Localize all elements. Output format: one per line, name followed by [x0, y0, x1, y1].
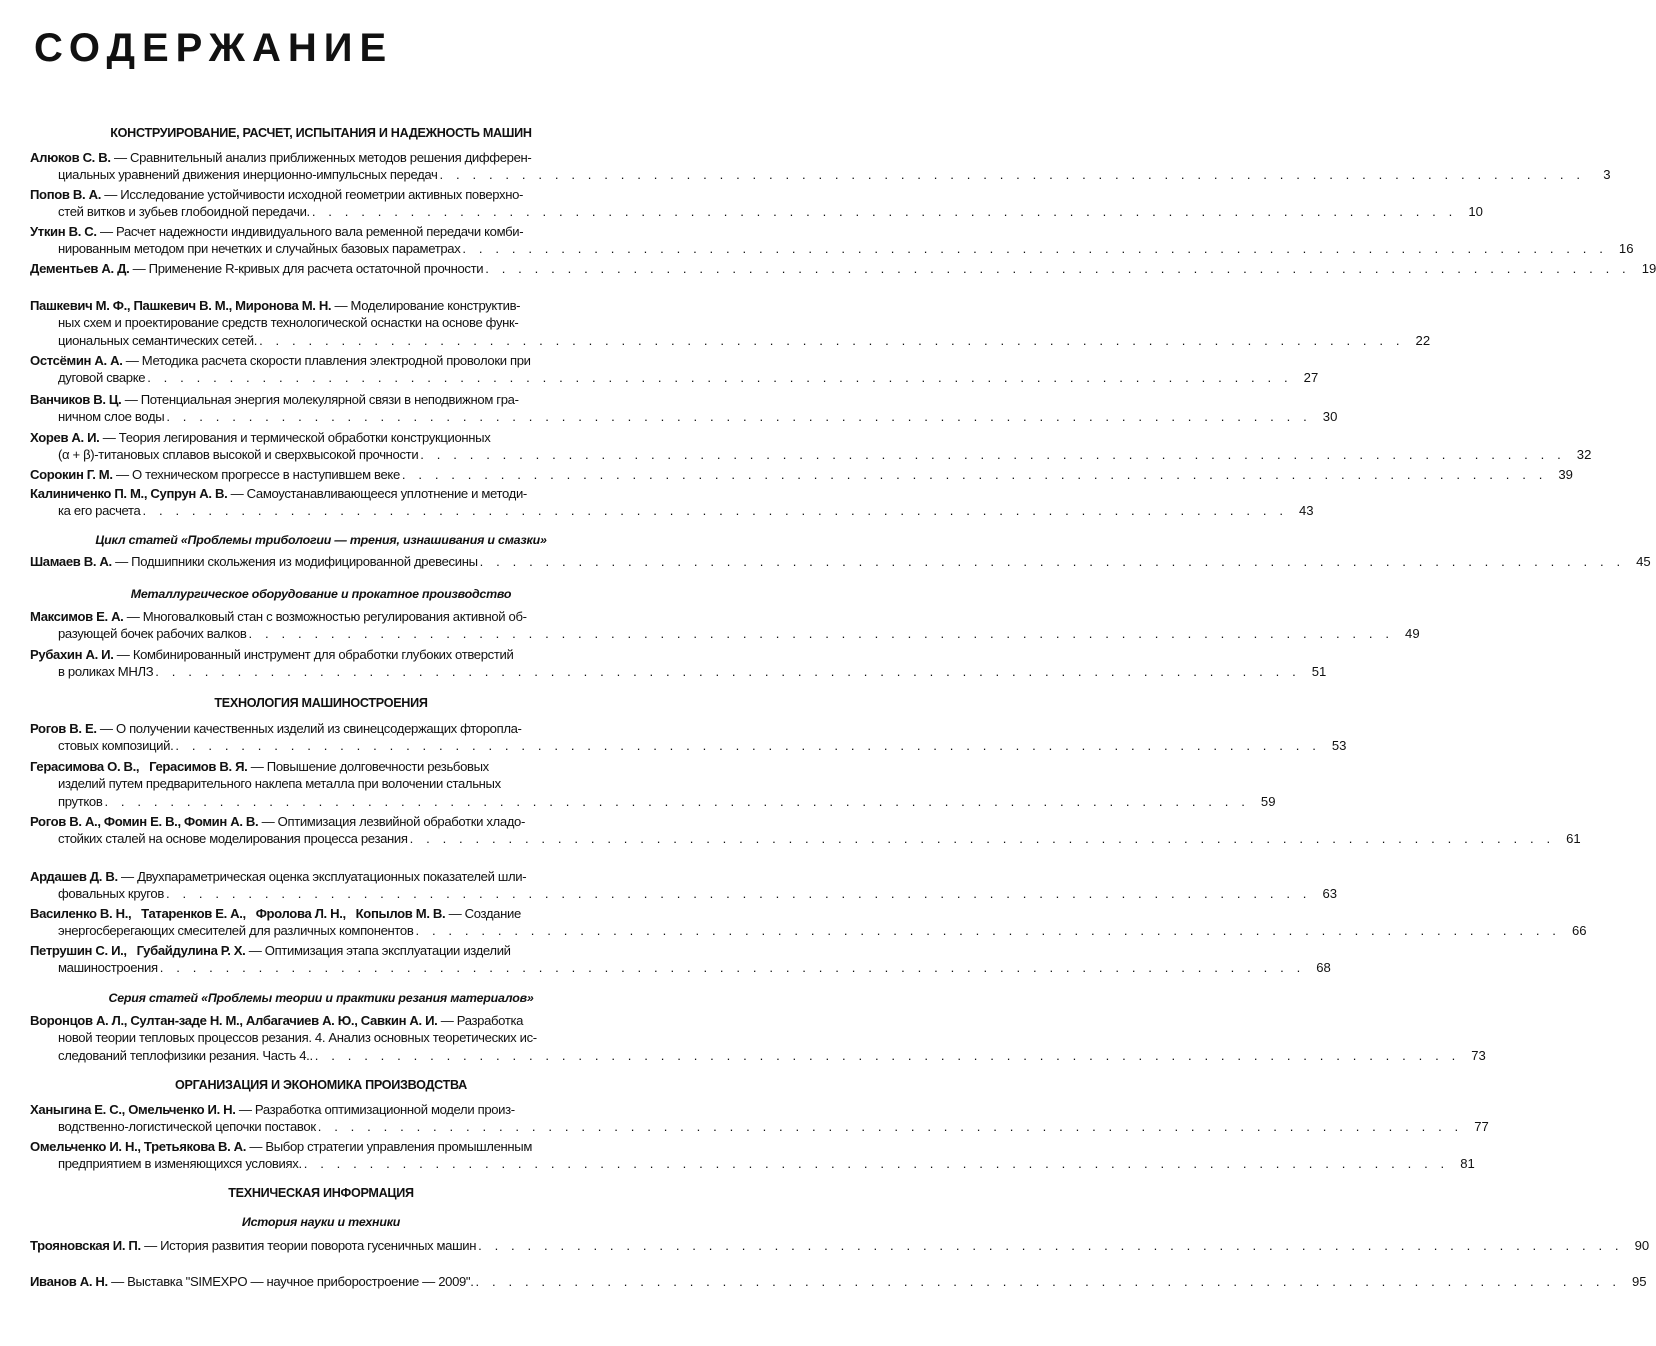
- entry-authors: Петрушин С. И., Губайдулина Р. Х.: [30, 943, 246, 958]
- entry-title-text: фовальных кругов: [58, 886, 164, 902]
- toc-entry-line: [30, 1155, 1475, 1172]
- entry-title-text: — Теория легирования и термической обработки конструкционных: [99, 430, 491, 445]
- toc-entry[interactable]: [30, 1012, 1486, 1064]
- entry-title-text: предприятием в изменяющихся условиях.: [58, 1156, 302, 1172]
- entry-authors: Сорокин Г. М.: [30, 467, 113, 482]
- entry-title-text: — Самоустанавливающееся уплотнение и методи-: [227, 486, 527, 501]
- toc-entry-line: [30, 758, 612, 775]
- toc-entry-line: [30, 775, 612, 792]
- toc-entry[interactable]: [30, 868, 1338, 903]
- toc-entry-line: [30, 1029, 612, 1046]
- toc-entry-line: [30, 260, 1656, 277]
- toc-entry[interactable]: [30, 1273, 1647, 1290]
- toc-entry-line: [30, 203, 1483, 220]
- subsection-heading: Цикл статей «Проблемы трибологии — трения, изнашивания и смазки»: [95, 533, 547, 547]
- section-heading: КОНСТРУИРОВАНИЕ, РАСЧЕТ, ИСПЫТАНИЯ И НАДЕЖНОСТЬ МАШИН: [110, 126, 532, 140]
- entry-title-text: машиностроения: [58, 960, 158, 976]
- dot-leader: . . . . . . . . . . . . . . . . . . . . . . . . . . . . . . . . . . . . . . . . . . . . . . . . . . . . . . . . . . . . . . . . . . . . . .: [165, 886, 1312, 902]
- toc-entry-line: [30, 1012, 612, 1029]
- toc-entry[interactable]: [30, 297, 1431, 349]
- toc-entry[interactable]: [30, 260, 1656, 277]
- toc-entry-line: [30, 1118, 1489, 1135]
- toc-entry-line: [30, 314, 612, 331]
- dot-leader: . . . . . . . . . . . . . . . . . . . . . . . . . . . . . . . . . . . . . . . . . . . . . . . . . . . . . . . . . . . . . . . . . . . . . .: [420, 447, 1566, 463]
- dot-leader: . . . . . . . . . . . . . . . . . . . . . . . . . . . . . . . . . . . . . . . . . . . . . . . . . . . . . . . . . . . . . . . . . . . . . .: [475, 1274, 1621, 1289]
- toc-entry-line: [30, 1138, 612, 1155]
- dot-leader: . . . . . . . . . . . . . . . . . . . . . . . . . . . . . . . . . . . . . . . . . . . . . . . . . . . . . . . . . . . . . . . . . . . . . .: [147, 370, 1293, 386]
- dot-leader: . . . . . . . . . . . . . . . . . . . . . . . . . . . . . . . . . . . . . . . . . . . . . . . . . . . . . . . . . . . . . . . . . . . . . .: [401, 467, 1547, 482]
- page-number: 95: [1632, 1274, 1647, 1289]
- entry-title-text: — Исследование устойчивости исходной геометрии активных поверхно-: [100, 187, 524, 202]
- toc-entry[interactable]: [30, 466, 1573, 483]
- entry-title-text: — О техническом прогрессе в наступившем веке: [112, 467, 400, 482]
- page-number: 16: [1618, 241, 1634, 257]
- toc-entry-line: [30, 391, 612, 408]
- entry-title-text: водственно-логистической цепочки поставок: [58, 1119, 316, 1135]
- entry-authors: Пашкевич М. Ф., Пашкевич В. М., Миронова М. Н.: [30, 298, 332, 313]
- entry-title-text: циальных уравнений движения инерционно-импульсных передач: [58, 167, 438, 183]
- dot-leader: . . . . . . . . . . . . . . . . . . . . . . . . . . . . . . . . . . . . . . . . . . . . . . . . . . . . . . . . . . . . . . . . . . . . . .: [439, 167, 1585, 183]
- toc-entry-line: [30, 942, 612, 959]
- dot-leader: . . . . . . . . . . . . . . . . . . . . . . . . . . . . . . . . . . . . . . . . . . . . . . . . . . . . . . . . . . . . . . . . . . . . . .: [415, 923, 1561, 939]
- entry-title-text: — Применение R-кривых для расчета остаточной прочности: [129, 261, 484, 276]
- page-number: 22: [1415, 332, 1431, 348]
- subsection-heading: Металлургическое оборудование и прокатное производство: [130, 587, 512, 601]
- entry-title-text: в роликах МНЛЗ: [58, 664, 154, 680]
- page-number: 73: [1471, 1047, 1486, 1063]
- toc-entry-line: [30, 885, 1338, 902]
- toc-entry-line: [30, 1047, 1486, 1064]
- toc-entry-line: [30, 720, 612, 737]
- entry-title-text: следований теплофизики резания. Часть 4..: [58, 1047, 313, 1063]
- toc-entry[interactable]: [30, 223, 1634, 258]
- entry-title-text: — Оптимизация этапа эксплуатации изделий: [245, 943, 511, 958]
- toc-entry[interactable]: [30, 485, 1314, 520]
- entry-title-text: — Многовалковый стан с возможностью регулирования активной об-: [123, 609, 527, 624]
- entry-title-text: — Выбор стратегии управления промышленным: [246, 1139, 532, 1154]
- entry-authors: Шамаев В. А.: [30, 554, 112, 569]
- entry-title-text: — О получении качественных изделий из свинецсодержащих фторопла-: [96, 721, 522, 736]
- toc-entry-line: [30, 186, 612, 203]
- entry-authors: Ванчиков В. Ц.: [30, 392, 122, 407]
- entry-authors: Воронцов А. Л., Султан-заде Н. М., Албагачиев А. Ю., Савкин А. И.: [30, 1013, 438, 1028]
- toc-entry-line: [30, 408, 1338, 425]
- entry-authors: Иванов А. Н.: [30, 1274, 108, 1289]
- toc-entry[interactable]: [30, 429, 1592, 464]
- section-heading: ТЕХНИЧЕСКАЯ ИНФОРМАЦИЯ: [228, 1186, 414, 1200]
- dot-leader: . . . . . . . . . . . . . . . . . . . . . . . . . . . . . . . . . . . . . . . . . . . . . . . . . . . . . . . . . . . . . . . . . . . . . .: [166, 409, 1312, 425]
- page-number: 90: [1634, 1238, 1650, 1253]
- page-number: 68: [1316, 960, 1331, 976]
- toc-entry[interactable]: [30, 813, 1581, 848]
- toc-entry-line: [30, 646, 612, 663]
- toc-entry-line: [30, 553, 1651, 570]
- toc-entry-line: [30, 1237, 1650, 1254]
- toc-entry-line: [30, 352, 612, 369]
- page-number: 39: [1558, 467, 1573, 482]
- page-number: 66: [1571, 923, 1587, 939]
- page-number: 81: [1460, 1156, 1475, 1172]
- entry-title-text: — История развития теории поворота гусеничных машин: [140, 1238, 477, 1253]
- entry-authors: Максимов Е. А.: [30, 609, 124, 624]
- entry-authors: Рогов В. А., Фомин Е. В., Фомин А. В.: [30, 814, 259, 829]
- toc-entry-line: [30, 297, 612, 314]
- toc-entry-line: [30, 240, 1634, 257]
- entry-title-text: — Разработка оптимизационной модели произ-: [235, 1102, 515, 1117]
- toc-entry[interactable]: [30, 553, 1651, 570]
- page-number: 49: [1405, 626, 1420, 642]
- entry-title-text: ка его расчета: [58, 503, 141, 519]
- page-number: 51: [1311, 664, 1327, 680]
- entry-authors: Василенко В. Н., Татаренков Е. А., Фролова Л. Н., Копылов М. В.: [30, 906, 446, 921]
- entry-title-text: — Потенциальная энергия молекулярной связи в неподвижном гра-: [121, 392, 519, 407]
- toc-entry-line: [30, 485, 612, 502]
- toc-entry-line: [30, 868, 612, 885]
- subsection-heading: История науки и техники: [241, 1215, 401, 1229]
- entry-authors: Остсёмин А. А.: [30, 353, 123, 368]
- entry-authors: Калиниченко П. М., Супрун А. В.: [30, 486, 228, 501]
- page-number: 45: [1636, 554, 1651, 569]
- dot-leader: . . . . . . . . . . . . . . . . . . . . . . . . . . . . . . . . . . . . . . . . . . . . . . . . . . . . . . . . . . . . . . . . . . . . . .: [142, 503, 1288, 519]
- entry-title-text: изделий путем предварительного наклепа металла при волочении стальных: [58, 776, 501, 792]
- entry-authors: Трояновская И. П.: [30, 1238, 141, 1253]
- entry-authors: Хорев А. И.: [30, 430, 100, 445]
- entry-authors: Герасимова О. В., Герасимов В. Я.: [30, 759, 248, 774]
- toc-entry[interactable]: [30, 608, 1420, 643]
- toc-entry-line: [30, 446, 1592, 463]
- entry-title-text: ничном слое воды: [58, 409, 165, 425]
- page-number: 53: [1331, 738, 1347, 754]
- entry-title-text: дуговой сварке: [58, 370, 146, 386]
- entry-title-text: — Моделирование конструктив-: [331, 298, 521, 313]
- dot-leader: . . . . . . . . . . . . . . . . . . . . . . . . . . . . . . . . . . . . . . . . . . . . . . . . . . . . . . . . . . . . . . . . . . . . . .: [248, 626, 1394, 642]
- dot-leader: . . . . . . . . . . . . . . . . . . . . . . . . . . . . . . . . . . . . . . . . . . . . . . . . . . . . . . . . . . . . . . . . . . . . . .: [317, 1119, 1463, 1135]
- toc-entry-line: [30, 922, 1587, 939]
- toc-entry-line: [30, 813, 612, 830]
- toc-entry-line: [30, 905, 612, 922]
- entry-title-text: стей витков и зубьев глобоидной передачи.: [58, 204, 310, 220]
- toc-entry[interactable]: [30, 646, 1327, 681]
- toc-entry-line: [30, 959, 1331, 976]
- toc-entry-line: [30, 166, 1611, 183]
- entry-title-text: нированным методом при нечетких и случайных базовых параметрах: [58, 241, 461, 257]
- entry-title-text: — Комбинированный инструмент для обработки глубоких отверстий: [113, 647, 514, 662]
- entry-authors: Уткин В. С.: [30, 224, 97, 239]
- dot-leader: . . . . . . . . . . . . . . . . . . . . . . . . . . . . . . . . . . . . . . . . . . . . . . . . . . . . . . . . . . . . . . . . . . . . . .: [485, 261, 1631, 276]
- toc-entry-line: [30, 429, 612, 446]
- dot-leader: . . . . . . . . . . . . . . . . . . . . . . . . . . . . . . . . . . . . . . . . . . . . . . . . . . . . . . . . . . . . . . . . . . . . . .: [175, 738, 1321, 754]
- page-number: 10: [1468, 204, 1483, 220]
- toc-entry[interactable]: [30, 942, 1331, 977]
- entry-authors: Омельченко И. Н., Третьякова В. А.: [30, 1139, 247, 1154]
- toc-entry-line: [30, 608, 612, 625]
- toc-entry[interactable]: [30, 391, 1338, 426]
- entry-title-text: циональных семантических сетей.: [58, 332, 258, 348]
- toc-entry[interactable]: [30, 149, 1611, 184]
- dot-leader: . . . . . . . . . . . . . . . . . . . . . . . . . . . . . . . . . . . . . . . . . . . . . . . . . . . . . . . . . . . . . . . . . . . . . .: [314, 1047, 1460, 1063]
- toc-entry[interactable]: [30, 905, 1587, 940]
- entry-title-text: энергосберегающих смесителей для различных компонентов: [58, 923, 414, 939]
- dot-leader: . . . . . . . . . . . . . . . . . . . . . . . . . . . . . . . . . . . . . . . . . . . . . . . . . . . . . . . . . . . . . . . . . . . . . .: [478, 1238, 1624, 1253]
- dot-leader: . . . . . . . . . . . . . . . . . . . . . . . . . . . . . . . . . . . . . . . . . . . . . . . . . . . . . . . . . . . . . . . . . . . . . .: [311, 204, 1457, 220]
- toc-entry-line: [30, 466, 1573, 483]
- toc-entry-line: [30, 1101, 612, 1118]
- dot-leader: . . . . . . . . . . . . . . . . . . . . . . . . . . . . . . . . . . . . . . . . . . . . . . . . . . . . . . . . . . . . . . . . . . . . . .: [159, 960, 1305, 976]
- entry-title-text: прутков: [58, 793, 103, 809]
- toc-entry-line: [30, 793, 1276, 810]
- dot-leader: . . . . . . . . . . . . . . . . . . . . . . . . . . . . . . . . . . . . . . . . . . . . . . . . . . . . . . . . . . . . . . . . . . . . . .: [104, 793, 1250, 809]
- dot-leader: . . . . . . . . . . . . . . . . . . . . . . . . . . . . . . . . . . . . . . . . . . . . . . . . . . . . . . . . . . . . . . . . . . . . . .: [303, 1156, 1449, 1172]
- dot-leader: . . . . . . . . . . . . . . . . . . . . . . . . . . . . . . . . . . . . . . . . . . . . . . . . . . . . . . . . . . . . . . . . . . . . . .: [462, 241, 1608, 257]
- toc-entry[interactable]: [30, 1237, 1650, 1254]
- toc-entry-line: [30, 502, 1314, 519]
- entry-title-text: — Сравнительный анализ приближенных методов решения дифферен-: [110, 150, 532, 165]
- page-number: 63: [1322, 886, 1338, 902]
- toc-entry-line: [30, 1273, 1647, 1290]
- toc-entry[interactable]: [30, 758, 1276, 810]
- entry-title-text: — Подшипники скольжения из модифицированной древесины: [111, 554, 478, 569]
- entry-title-text: — Расчет надежности индивидуального вала ременной передачи комби-: [96, 224, 524, 239]
- page-number: 59: [1260, 793, 1276, 809]
- toc-entry[interactable]: [30, 186, 1483, 221]
- page-title: СОДЕРЖАНИЕ: [34, 26, 394, 70]
- page-number: 3: [1603, 167, 1611, 183]
- dot-leader: . . . . . . . . . . . . . . . . . . . . . . . . . . . . . . . . . . . . . . . . . . . . . . . . . . . . . . . . . . . . . . . . . . . . . .: [155, 664, 1301, 680]
- entry-title-text: разующей бочек рабочих валков: [58, 626, 247, 642]
- toc-entry-line: [30, 223, 612, 240]
- entry-title-text: стойких сталей на основе моделирования процесса резания: [58, 831, 408, 847]
- entry-authors: Алюков С. В.: [30, 150, 111, 165]
- page-number: 32: [1576, 447, 1592, 463]
- subsection-heading: Серия статей «Проблемы теории и практики резания материалов»: [108, 991, 534, 1005]
- entry-authors: Рубахин А. И.: [30, 647, 114, 662]
- page-number: 19: [1641, 261, 1656, 276]
- page-number: 43: [1298, 503, 1314, 519]
- toc-entry-line: [30, 663, 1327, 680]
- page-number: 61: [1566, 831, 1581, 847]
- toc-entry-line: [30, 625, 1420, 642]
- entry-title-text: новой теории тепловых процессов резания. 4. Анализ основных теоретических ис-: [58, 1030, 537, 1046]
- toc-entry-line: [30, 369, 1319, 386]
- dot-leader: . . . . . . . . . . . . . . . . . . . . . . . . . . . . . . . . . . . . . . . . . . . . . . . . . . . . . . . . . . . . . . . . . . . . . .: [259, 332, 1405, 348]
- dot-leader: . . . . . . . . . . . . . . . . . . . . . . . . . . . . . . . . . . . . . . . . . . . . . . . . . . . . . . . . . . . . . . . . . . . . . .: [479, 554, 1625, 569]
- entry-title-text: — Оптимизация лезвийной обработки хладо-: [258, 814, 526, 829]
- entry-authors: Рогов В. Е.: [30, 721, 97, 736]
- toc-entry[interactable]: [30, 1138, 1475, 1173]
- entry-authors: Ардашев Д. В.: [30, 869, 118, 884]
- entry-title-text: — Методика расчета скорости плавления электродной проволоки при: [122, 353, 531, 368]
- toc-entry[interactable]: [30, 352, 1319, 387]
- toc-entry-line: [30, 332, 1431, 349]
- entry-title-text: стовых композиций.: [58, 738, 174, 754]
- entry-title-text: — Выставка "SIMEXPO — научное приборостроение — 2009".: [107, 1274, 474, 1289]
- page-number: 77: [1474, 1119, 1489, 1135]
- toc-entry-line: [30, 149, 612, 166]
- entry-title-text: ных схем и проектирование средств технологической оснастки на основе функ-: [58, 315, 519, 331]
- section-heading: ОРГАНИЗАЦИЯ И ЭКОНОМИКА ПРОИЗВОДСТВА: [175, 1078, 467, 1092]
- entry-authors: Попов В. А.: [30, 187, 101, 202]
- toc-entry-line: [30, 737, 1347, 754]
- entry-title-text: — Повышение долговечности резьбовых: [247, 759, 489, 774]
- entry-title-text: — Создание: [445, 906, 521, 921]
- toc-entry[interactable]: [30, 1101, 1489, 1136]
- section-heading: ТЕХНОЛОГИЯ МАШИНОСТРОЕНИЯ: [214, 696, 428, 710]
- entry-title-text: — Двухпараметрическая оценка эксплуатационных показателей шли-: [117, 869, 527, 884]
- entry-authors: Ханыгина Е. С., Омельченко И. Н.: [30, 1102, 236, 1117]
- dot-leader: . . . . . . . . . . . . . . . . . . . . . . . . . . . . . . . . . . . . . . . . . . . . . . . . . . . . . . . . . . . . . . . . . . . . . .: [409, 831, 1555, 847]
- entry-title-text: (α + β)-титановых сплавов высокой и сверхвысокой прочности: [58, 447, 419, 463]
- toc-entry[interactable]: [30, 720, 1347, 755]
- toc-entry-line: [30, 830, 1581, 847]
- entry-title-text: — Разработка: [437, 1013, 524, 1028]
- entry-authors: Дементьев А. Д.: [30, 261, 130, 276]
- page-number: 30: [1322, 409, 1338, 425]
- page-number: 27: [1303, 370, 1319, 386]
